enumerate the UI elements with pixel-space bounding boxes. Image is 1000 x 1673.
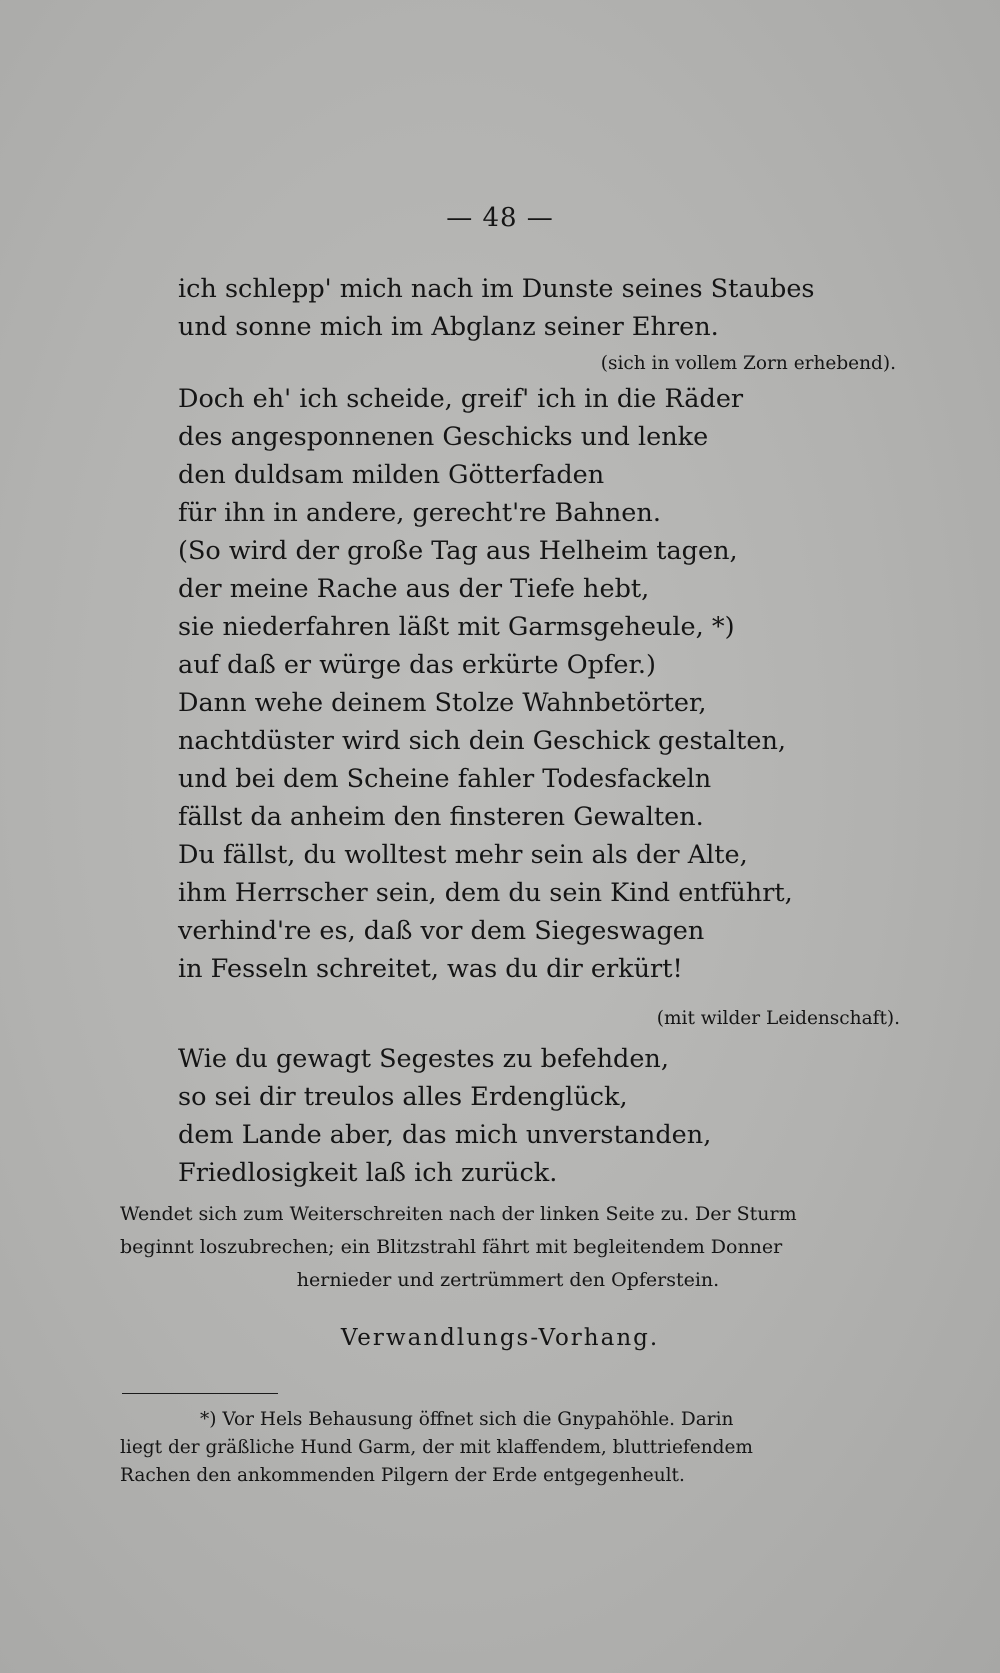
stage-direction-line: beginnt loszubrechen; ein Blitzstrahl fährt mit begleitendem Donner bbox=[120, 1236, 783, 1258]
footnote bbox=[120, 1406, 896, 1490]
verse-line: so sei dir treulos alles Erdenglück, bbox=[178, 1082, 628, 1112]
verse-line: und sonne mich im Abglanz seiner Ehren. bbox=[178, 312, 719, 342]
verse-line: dem Lande aber, das mich unverstanden, bbox=[178, 1120, 712, 1150]
stage-direction-line: hernieder und zertrümmert den Opferstein. bbox=[296, 1269, 720, 1291]
verse-line: ich schlepp' mich nach im Dunste seines Staubes bbox=[178, 274, 815, 304]
verse-line: ihm Herrscher sein, dem du sein Kind entführt, bbox=[178, 878, 793, 908]
stage-direction-1: (sich in vollem Zorn erhebend). bbox=[600, 353, 896, 374]
verse-line: der meine Rache aus der Tiefe hebt, bbox=[178, 574, 650, 604]
verse-line: auf daß er würge das erkürte Opfer.) bbox=[178, 650, 656, 680]
verse-line: und bei dem Scheine fahler Todesfackeln bbox=[178, 764, 712, 794]
footnote-line: Rachen den ankommenden Pilgern der Erde entgegenheult. bbox=[120, 1465, 685, 1486]
verse-line: in Fesseln schreitet, was du dir erkürt! bbox=[178, 954, 683, 984]
verse-line: Dann wehe deinem Stolze Wahnbetörter, bbox=[178, 688, 707, 718]
verse-line: den duldsam milden Götterfaden bbox=[178, 460, 605, 490]
verse-line: Wie du gewagt Segestes zu befehden, bbox=[178, 1044, 669, 1074]
curtain-heading: Verwandlungs-Vorhang. bbox=[340, 1325, 660, 1351]
stage-direction-2: (mit wilder Leidenschaft). bbox=[656, 1008, 900, 1029]
verse-block-1 bbox=[178, 270, 918, 346]
footnote-line: *) Vor Hels Behausung öffnet sich die Gnypahöhle. Darin bbox=[200, 1409, 734, 1430]
verse-block-3 bbox=[178, 1040, 918, 1192]
verse-line: Friedlosigkeit laß ich zurück. bbox=[178, 1158, 558, 1188]
verse-line: fällst da anheim den finsteren Gewalten. bbox=[178, 802, 704, 832]
verse-line: verhind're es, daß vor dem Siegeswagen bbox=[178, 916, 705, 946]
verse-block-2 bbox=[178, 380, 918, 988]
verse-line: sie niederfahren läßt mit Garmsgeheule, *) bbox=[178, 612, 735, 642]
verse-line: (So wird der große Tag aus Helheim tagen, bbox=[178, 536, 738, 566]
verse-line: Du fällst, du wolltest mehr sein als der Alte, bbox=[178, 840, 748, 870]
footnote-line: liegt der gräßliche Hund Garm, der mit klaffendem, bluttriefendem bbox=[120, 1437, 753, 1458]
verse-line: des angesponnenen Geschicks und lenke bbox=[178, 422, 709, 452]
stage-direction-line: Wendet sich zum Weiterschreiten nach der linken Seite zu. Der Sturm bbox=[120, 1203, 797, 1225]
footnote-divider bbox=[122, 1393, 278, 1394]
verse-line: für ihn in andere, gerecht're Bahnen. bbox=[178, 498, 661, 528]
page-number: — 48 — bbox=[446, 203, 554, 233]
verse-line: Doch eh' ich scheide, greif' ich in die Räder bbox=[178, 384, 744, 414]
stage-direction-3 bbox=[120, 1198, 896, 1297]
verse-line: nachtdüster wird sich dein Geschick gestalten, bbox=[178, 726, 787, 756]
